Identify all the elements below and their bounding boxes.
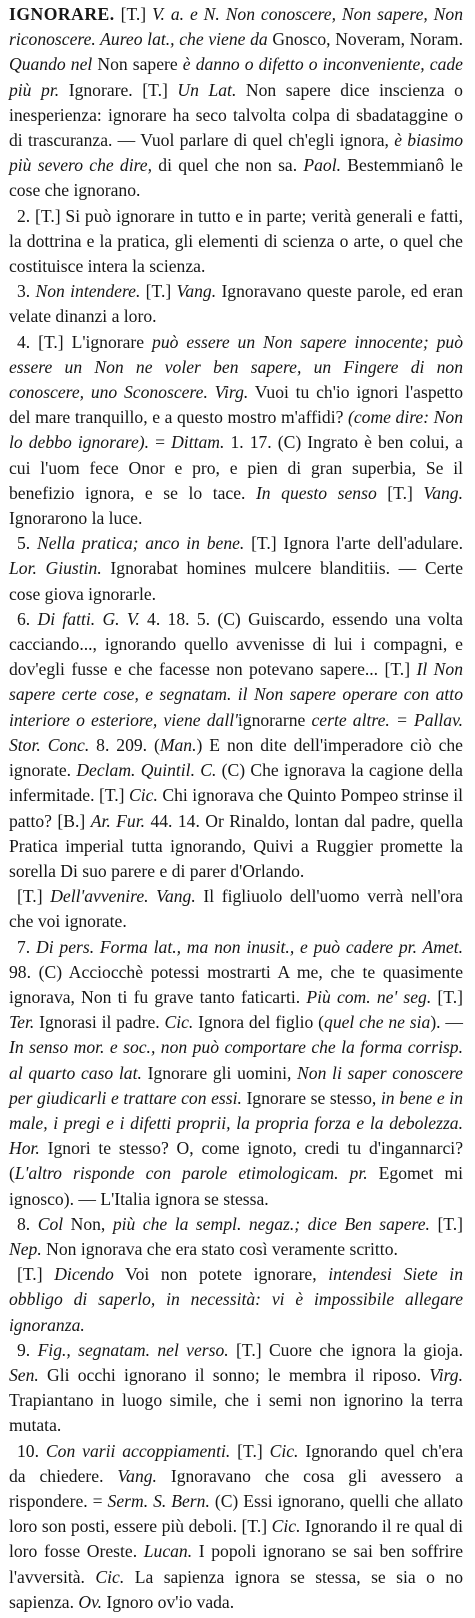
- entry-text: [T.]: [140, 281, 177, 302]
- italic-text: Cic.: [269, 1440, 299, 1461]
- entry-sense-paragraph: [9, 1262, 463, 1338]
- italic-text: quel che ne sia: [324, 1012, 431, 1033]
- italic-text: In senso mor. e soc., non può comportare che la forma corrisp. al quarto caso lat.: [9, 1037, 463, 1083]
- italic-text: L'altro risponde con parole etimologicam. pr.: [14, 1163, 368, 1184]
- italic-text: Ov.: [78, 1591, 102, 1612]
- entry-text: 2. [T.] Si può ignorare in tutto e in parte; verità generali e fatti, la dottrina e la pratica, gli elementi di scienza o arte, o quel che costituisce intera la scienza.: [9, 205, 463, 277]
- italic-text: Dittam.: [171, 432, 225, 453]
- entry-text: Bestemmianô le cose che ignorano.: [9, 155, 463, 201]
- entry-sense-paragraph: [9, 330, 463, 532]
- entry-text: Ignoro ov'io vada.: [101, 1591, 235, 1612]
- entry-text: di quel che non sa.: [152, 155, 304, 176]
- entry-text: Ignoravano che cosa gli avessero a rispondere. =: [9, 1465, 463, 1511]
- italic-text: in bene e in male, i pregi e i difetti proprii, la propria forza e la debolezza. Hor.: [9, 1087, 463, 1159]
- entry-sense-paragraph: [9, 607, 463, 884]
- headword: IGNORARE.: [9, 4, 115, 24]
- entry-sense-paragraph: [9, 1338, 463, 1439]
- entry-text: [T.]: [17, 1264, 55, 1285]
- entry-text: 4. [T.] L'ignorare: [17, 331, 153, 352]
- entry-text: 9.: [17, 1339, 38, 1360]
- italic-text: Nella pratica; anco in bene.: [36, 533, 245, 554]
- entry-text: (C) Che ignorava la cagione della infermitade. [T.]: [9, 760, 463, 806]
- entry-text: Ignoravano queste parole, ed eran velate dinanzi a loro.: [9, 281, 463, 327]
- entry-text: Egomet mi ignosco). — L'Italia ignora se stessa.: [9, 1163, 464, 1209]
- entry-text: [T.] Ignora l'arte dell'adulare.: [244, 533, 464, 554]
- entry-text: [T.]: [17, 886, 51, 907]
- italic-text: Sen.: [9, 1364, 39, 1385]
- entry-text: 8.: [17, 1213, 38, 1234]
- italic-text: Virg.: [429, 1364, 463, 1385]
- italic-text: V. a. e N. Non conoscere, Non sapere, Non riconoscere. Aureo lat., che viene da: [9, 4, 464, 50]
- entry-text: =: [149, 432, 172, 453]
- entry-text: Ignorarono la luce.: [9, 508, 143, 529]
- italic-text: Di pers. Forma lat., ma non inusit., e può cadere pr. Amet.: [36, 936, 464, 957]
- italic-text: (come dire: Non lo debbo ignorare).: [9, 407, 463, 453]
- italic-text: Paol.: [303, 155, 342, 176]
- italic-text: Cic.: [129, 785, 158, 806]
- italic-text: Più com. ne' seg.: [306, 986, 432, 1007]
- italic-text: Vang.: [423, 482, 463, 503]
- entry-sense-paragraph: [9, 204, 463, 280]
- italic-text: Vang.: [176, 281, 217, 302]
- italic-text: Il Non sapere certe cose, e segnatam. il Non sapere operare con atto interiore o esteriore, viene dall': [9, 659, 463, 730]
- italic-text: Man.: [159, 734, 197, 755]
- entry-text: (C) Essi ignorano, quelli che allato loro son posti, essere più deboli. [T.]: [9, 1490, 463, 1537]
- italic-text: Fig., segnatam. nel verso.: [37, 1339, 229, 1360]
- entry-text: Non sapere: [92, 54, 183, 75]
- entry-text: [T.]: [376, 482, 424, 503]
- entry-text: 7.: [17, 936, 37, 957]
- entry-text: Gli occhi ignorano il sonno; le membra il riposo.: [38, 1364, 430, 1385]
- italic-text: è biasimo più severo che dire,: [9, 130, 463, 176]
- italic-text: Cic.: [271, 1516, 301, 1537]
- entry-text: ). —: [430, 1012, 464, 1033]
- entry-text: 44. 14. Or Rinaldo, lontan dal padre, quella Pratica imperial tutta ignorando, Quivi a Ruggier promette la sorella Di suo parere e di parer d'Orlando.: [9, 810, 464, 881]
- entry-sense-paragraph: [9, 1439, 463, 1615]
- italic-text: Declam. Quintil. C.: [76, 760, 217, 781]
- entry-text: [T.]: [429, 1213, 464, 1234]
- entry-text: Ignorando il re qual di loro fosse Oreste.: [9, 1516, 463, 1562]
- italic-text: Di fatti. G. V.: [37, 608, 140, 629]
- entry-text: 4. 18. 5. (C) Guiscardo, essendo una volta cacciando..., ignorando quello avvenisse di lui i compagni, e dov'egli fusse e che facesse non potevano sapere... [T.]: [9, 608, 463, 680]
- entry-text: Ignorando quel ch'era da chiedere.: [9, 1440, 464, 1486]
- italic-text: Cic.: [95, 1566, 125, 1587]
- italic-text: certe altre. = Pallav. Stor. Conc.: [9, 709, 463, 755]
- italic-text: Non li saper conoscere per giudicarli e trattare con essi.: [9, 1062, 463, 1108]
- entry-text: 98. (C) Acciocchè potessi mostrarti A me, che te quasimente ignorava, Non ti fu grave tanto faticarti.: [9, 961, 463, 1007]
- entry-text: [T.]: [230, 1440, 270, 1461]
- italic-text: Quando nel: [9, 54, 93, 75]
- italic-text: Lor. Giustin.: [9, 558, 102, 579]
- entry-sense-paragraph: [9, 1212, 463, 1262]
- entry-text: Non,: [63, 1213, 113, 1234]
- entry-text: Ignorare se stesso,: [241, 1087, 381, 1108]
- entry-text: 5.: [17, 533, 37, 554]
- entry-text: Trapiantano in luogo simile, che i semi non ignorino la terra mutata.: [9, 1390, 463, 1436]
- entry-text: Ignorabat homines mulcere blanditiis. — Certe cose giova ignorarle.: [9, 558, 463, 604]
- entry-sense-paragraph: [9, 279, 463, 329]
- entry-text: Il figliuolo dell'uomo verrà nell'ora che voi ignorate.: [9, 886, 463, 932]
- entry-sense-paragraph: [9, 935, 463, 1212]
- italic-text: Cic.: [164, 1012, 194, 1033]
- entry-text: Voi non potete ignorare,: [113, 1264, 329, 1285]
- italic-text: Serm. S. Bern.: [107, 1490, 210, 1511]
- entry-paragraph-headword: [9, 2, 463, 204]
- italic-text: Con varii accoppiamenti.: [45, 1440, 231, 1461]
- italic-text: Lucan.: [143, 1541, 193, 1562]
- italic-text: Un Lat.: [177, 79, 237, 100]
- entry-text: Ignora del figlio (: [193, 1012, 325, 1033]
- entry-text: Chi ignorava che Quinto Pompeo strinse il patto? [B.]: [9, 785, 463, 831]
- italic-text: è danno o difetto o inconveniente, cade più pr.: [9, 54, 463, 100]
- entry-text: 6.: [17, 608, 38, 629]
- entry-text: ignorarne: [237, 709, 312, 730]
- entry-text: [T.]: [431, 986, 463, 1007]
- entry-text: La sapienza ignora se stessa, se sia o no sapienza.: [9, 1566, 464, 1612]
- entry-text: ) E non dite dell'imperadore ciò che ignorate.: [9, 734, 463, 781]
- entry-text: Non ignorava che era stato così veramente scritto.: [41, 1238, 398, 1259]
- italic-text: Dell'avvenire. Vang.: [50, 886, 196, 907]
- entry-sense-paragraph: [9, 884, 463, 934]
- italic-text: Dicendo: [54, 1264, 114, 1285]
- entry-text: I popoli ignorano se sai ben soffrire l'avversità.: [9, 1541, 463, 1587]
- italic-text: Nep.: [9, 1238, 42, 1259]
- italic-text: In questo senso: [255, 482, 377, 503]
- entry-text: Gnosco, Noveram, Noram.: [267, 29, 463, 50]
- italic-text: Ter.: [9, 1012, 35, 1033]
- entry-text: 10.: [17, 1440, 46, 1461]
- entry-sense-paragraph: [9, 531, 463, 607]
- entry-text: Ignorasi il padre.: [34, 1012, 165, 1033]
- entry-text: [T.] Cuore che ignora la gioja.: [228, 1339, 463, 1360]
- entry-text: 1. 17. (C) Ingrato è ben colui, a cui l'uom fece Onor e pro, e pien di gran superbia, Se il benefizio ignora, e se lo tace.: [9, 432, 463, 503]
- italic-text: più che la sempl. negaz.; dice Ben sapere.: [112, 1213, 430, 1234]
- italic-text: Ar. Fur.: [90, 810, 146, 831]
- entry-text: Vuoi tu ch'io ignori l'aspetto del mare tranquillo, e a questo mostro m'affidi?: [9, 382, 464, 428]
- italic-text: Col: [37, 1213, 64, 1234]
- entry-text: Non sapere dice inscienza o inesperienza: ignorare ha seco talvolta colpa di sbadataggine o di trascuranza. — Vuol parlare di quel ch'egli ignora,: [9, 79, 463, 151]
- entry-text: Ignorare gli uomini,: [141, 1062, 298, 1083]
- entry-text: [T.]: [114, 4, 153, 24]
- entry-text: Ignorare. [T.]: [59, 79, 178, 100]
- italic-text: Non intendere.: [35, 281, 141, 302]
- entry-text: 8. 209. (: [89, 734, 160, 755]
- italic-text: intendesi Siete in obbligo di saperlo, in necessità: vi è impossibile allegare ignoranza.: [9, 1264, 463, 1335]
- entry-text: 3.: [17, 281, 36, 302]
- italic-text: Vang.: [117, 1465, 157, 1486]
- italic-text: può essere un Non sapere innocente; può essere un Non ne voler ben sapere, un Fingere di non conoscere, uno Sconoscere. Virg.: [9, 331, 463, 403]
- entry-text: Ignori te stesso? O, come ignoto, credi tu d'ingannarci? (: [9, 1138, 463, 1184]
